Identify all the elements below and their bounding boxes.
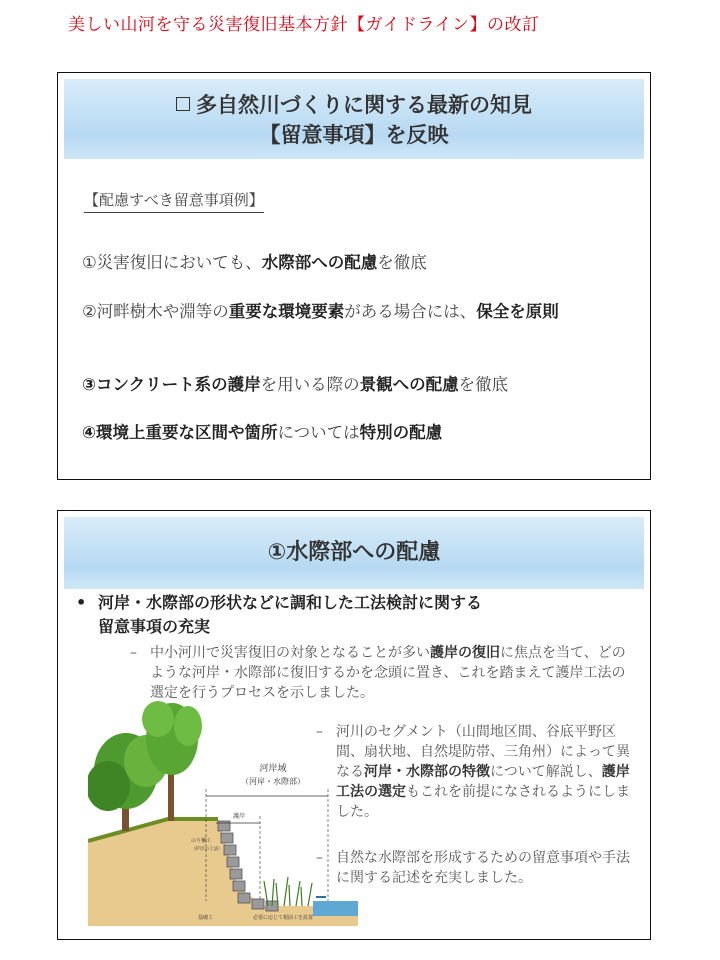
label-zone: 河岸域 [259, 764, 287, 774]
main-bullet-line2: 留意事項の充実 [98, 617, 211, 636]
item4-bold-b: 特別の配慮 [359, 423, 443, 442]
sub2-text-c: もこれを前提になされるようにしました。 [336, 784, 630, 820]
slide1-heading-line1 [64, 90, 644, 120]
item2-text-a: ②河畔樹木や淵等の [82, 302, 229, 321]
dash-icon: – [316, 724, 323, 740]
label-zone-sub: （河岸・水際部） [241, 777, 305, 786]
label-slope: のり覆工 [191, 838, 212, 844]
item1-bold-a: 水際部への配慮 [261, 253, 378, 272]
sub1-text-a: 中小河川で災害復旧の対象となることが多い [150, 645, 430, 661]
item3-bold-a: ③コンクリート系の護岸 [82, 375, 261, 394]
page-title: 美しい山河を守る災害復旧基本方針【ガイドライン】の改訂 [68, 15, 540, 35]
sub3-text-a: 自然な水際部を形成するための留意事項や手法に関する記述を充実しました。 [336, 850, 630, 886]
label-revetment: 護岸 [233, 813, 246, 820]
dash-icon: – [316, 850, 323, 866]
tree-icon [88, 701, 202, 831]
slide1-heading-line2: 【留意事項】を反映 [259, 123, 449, 147]
slide-waterside [57, 510, 651, 940]
bullet-dot-icon: • [76, 593, 87, 612]
sub2-text-b: について解説し、 [490, 764, 602, 780]
sub-point-3 [316, 848, 636, 888]
list-item-3 [82, 371, 642, 399]
list-item-2 [82, 298, 642, 326]
main-bullet [76, 591, 618, 639]
item3-text-a: を用いる際の [260, 375, 360, 394]
checkbox-square-icon [176, 97, 190, 111]
slide1-heading-band [64, 79, 644, 159]
list-title: 【配慮すべき留意事項例】 [84, 189, 264, 213]
main-bullet-line1: 河岸・水際部の形状などに調和した工法検討に関する [98, 593, 483, 612]
sub2-text-a: 河川のセグメント（山間地区間、谷底平野区間、扇状地、自然堤防帯、三角州）によって異なる [336, 724, 630, 780]
list-item-4 [82, 419, 642, 447]
sub1-text-b: に焦点を当て、どのような河岸・水際部に復旧するかを念頭に置き、これを踏まえて護岸工法の選定を行うプロセスを示しました。 [150, 645, 626, 701]
slide-considerations [57, 72, 651, 480]
label-base: 基礎工 [198, 915, 214, 921]
sub2-bold-a: 河岸・水際部の特徴 [364, 764, 490, 780]
water-surface [313, 901, 358, 916]
item3-bold-b: 景観への配慮 [359, 375, 459, 394]
sub-point-2 [316, 722, 636, 822]
sub-point-1 [130, 643, 630, 703]
sub2-bold-b: 護岸工法の選定 [336, 764, 630, 800]
sub1-bold-a: 護岸の復旧 [430, 645, 500, 661]
list-item-1 [82, 249, 642, 277]
label-slope-sub: （护岸の工法） [191, 847, 223, 852]
label-note: 必要に応じて根固工を設置 [253, 915, 314, 921]
item2-bold-a: 重要な環境要素 [228, 302, 345, 321]
slide1-heading-text: 多自然川づくりに関する最新の知見 [196, 93, 532, 117]
dash-icon: – [130, 645, 137, 661]
slide2-heading-text: ①水際部への配慮 [267, 540, 441, 565]
item1-text-a: ①災害復旧においても、 [82, 253, 262, 272]
item4-text-a: については [277, 423, 360, 442]
slide2-heading-band [64, 517, 644, 589]
item2-bold-b: 保全を原則 [476, 302, 559, 321]
item2-text-b: がある場合には、 [344, 302, 477, 321]
item3-text-b: を徹底 [458, 375, 509, 394]
item4-bold-a: ④環境上重要な区間や箇所 [82, 423, 278, 442]
item1-text-b: を徹底 [377, 253, 427, 272]
